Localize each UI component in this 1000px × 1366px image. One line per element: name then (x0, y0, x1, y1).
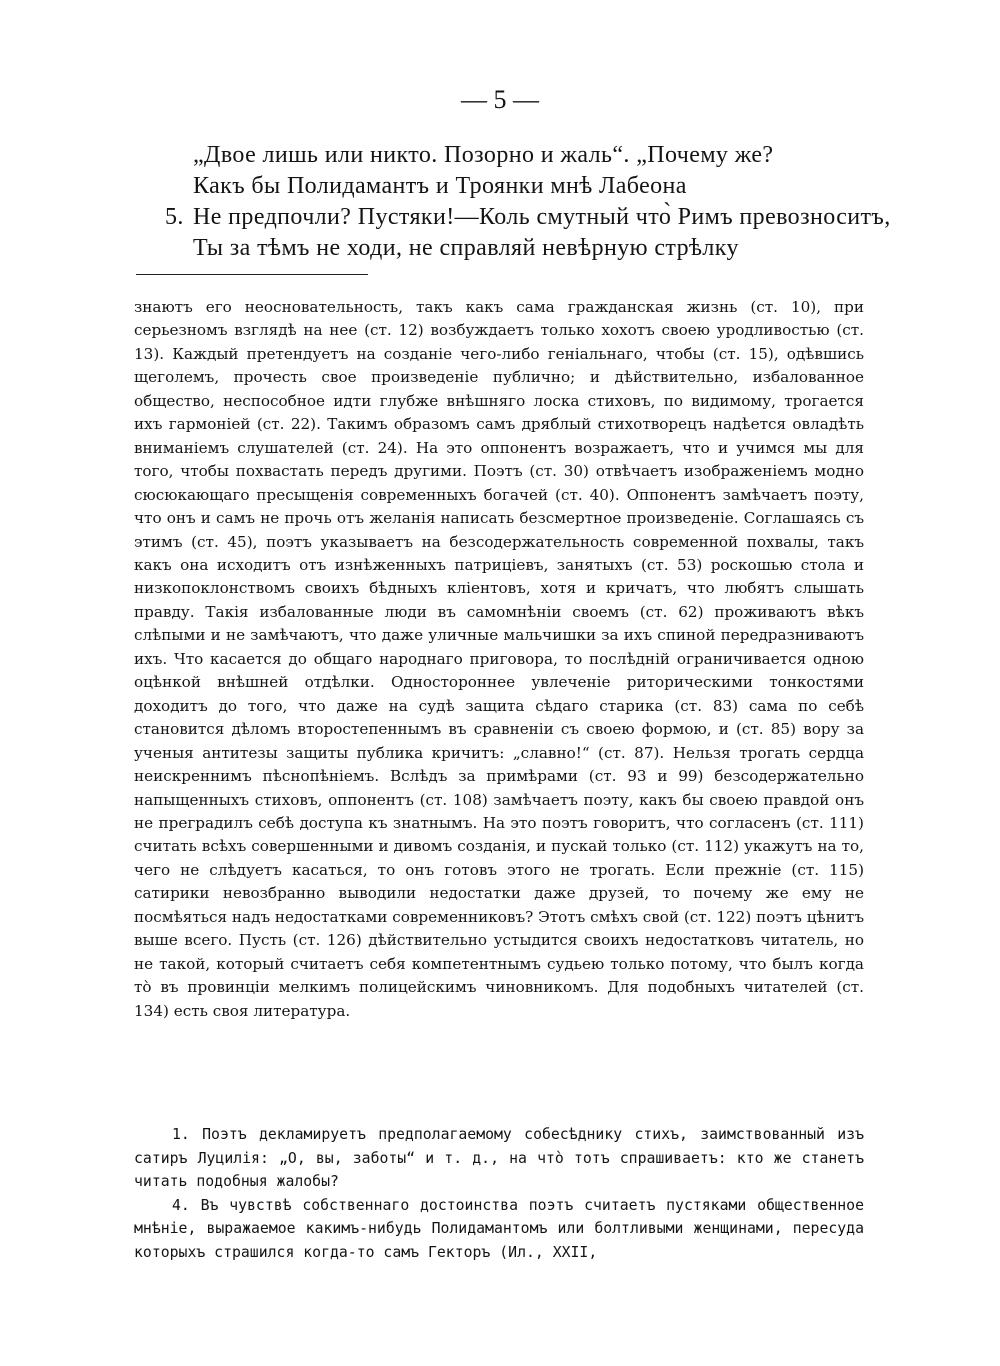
separator-rule (136, 274, 368, 275)
verse-number: 5. (165, 204, 184, 230)
page-number: — 5 — (461, 85, 539, 114)
verse-line (165, 202, 891, 233)
commentary-paragraph: знаютъ его неосновательность, такъ какъ сама гражданская жизнь (ст. 10), при серьезномъ взглядѣ на нее (ст. 12) возбуждаетъ только хохотъ своею уродливостью (ст. 13). Каждый претендуетъ на созданіе чего-либо геніальнаго, чтобы (ст. 15), одѣвшись щеголемъ, прочесть свое произведеніе публично; и дѣйствительно, избалованное общество, неспособное идти глубже внѣшняго лоска стиховъ, по видимому, трогается ихъ гармоніей (ст. 22). Такимъ образомъ самъ дряблый стихотворецъ надѣется овладѣть вниманіемъ слушателей (ст. 24). На это оппонентъ возражаетъ, что и учимся мы для того, чтобы похвастать передъ другими. Поэтъ (ст. 30) отвѣчаетъ изображеніемъ модно сюсюкающаго пресыщенія современныхъ богачей (ст. 40). Оппонентъ замѣчаетъ поэту, что онъ и самъ не прочь отъ желанія написать безсмертное произведеніе. Соглашаясь съ этимъ (ст. 45), поэтъ указываетъ на безсодержательность современной похвалы, такъ какъ она исходитъ отъ изнѣженныхъ патриціевъ, занятыхъ (ст. 53) роскошью стола и низкопоклонствомъ своихъ бѣдныхъ кліентовъ, хотя и кричатъ, что любятъ слышать правду. Такія избалованные люди въ самомнѣніи своемъ (ст. 62) проживаютъ вѣкъ слѣпыми и не замѣчаютъ, что даже уличные мальчишки за ихъ спиной передразниваютъ ихъ. Что касается до общаго народнаго приговора, то послѣдній ограничивается одною оцѣнкой внѣшней отдѣлки. Одностороннее увлеченіе риторическими тонкостями доходитъ до того, что даже на судѣ защита сѣдаго старика (ст. 83) сама по себѣ становится дѣломъ второстепеннымъ въ сравненіи съ своею формою, и (ст. 85) вору за ученыя антитезы защиты публика кричитъ: „славно!“ (ст. 87). Нельзя трогать сердца неискреннимъ пѣснопѣніемъ. Вслѣдъ за примѣрами (ст. 93 и 99) безсодержательно напыщенныхъ стиховъ, оппонентъ (ст. 108) замѣчаетъ поэту, какъ бы своею правдой онъ не преградилъ себѣ доступа къ знатнымъ. На это поэтъ говоритъ, что согласенъ (ст. 111) считать всѣхъ совершенными и дивомъ созданія, и пускай только (ст. 112) укажутъ на то, чего не слѣдуетъ касаться, то онъ готовъ этого не трогать. Если прежніе (ст. 115) сатирики невозбранно выводили недостатки даже друзей, то почему же ему не посмѣяться надъ недостатками современниковъ? Этотъ смѣхъ свой (ст. 122) поэтъ цѣнитъ выше всего. Пусть (ст. 126) дѣйствительно устыдится своихъ недостатковъ читатель, но не такой, который считаетъ себя компетентнымъ судьею только потому, что былъ когда то̀ въ провинціи мелкимъ полицейскимъ чиновникомъ. Для подобныхъ читателей (ст. 134) есть своя литература. (134, 298, 864, 1020)
verse-line (165, 171, 885, 202)
verse-line (165, 140, 885, 171)
verse-text: Ты за тѣмъ не ходи, не справляй невѣрную стрѣлку (193, 235, 739, 261)
verse-line (165, 233, 885, 264)
footnote: 4. Въ чувствѣ собственнаго достоинства поэтъ считаетъ пустяками общественное мнѣніе, выражаемое какимъ-нибудь Полидамантомъ или болтливыми женщинами, пересуда которыхъ страшился когда-то самъ Гекторъ (Ил., XXII, (134, 1196, 864, 1261)
verse-text: Какъ бы Полидамантъ и Троянки мнѣ Лабеона (193, 173, 687, 199)
verse-block (165, 140, 891, 264)
verse-text: „Двое лишь или никто. Позорно и жаль“. „Почему же? (193, 142, 774, 168)
footnote: 1. Поэтъ декламируетъ предполагаемому собесѣднику стихъ, заимствованный изъ сатиръ Луцилія: „О, вы, заботы“ и т. д., на что̀ тотъ спрашиваетъ: кто же станетъ читать подобныя жалобы? (134, 1126, 864, 1191)
footnotes-block (134, 1123, 864, 1265)
verse-text: Не предпочли? Пустяки!—Коль смутный что̀ Римъ превозноситъ, (193, 204, 891, 230)
commentary-block (134, 296, 864, 1023)
